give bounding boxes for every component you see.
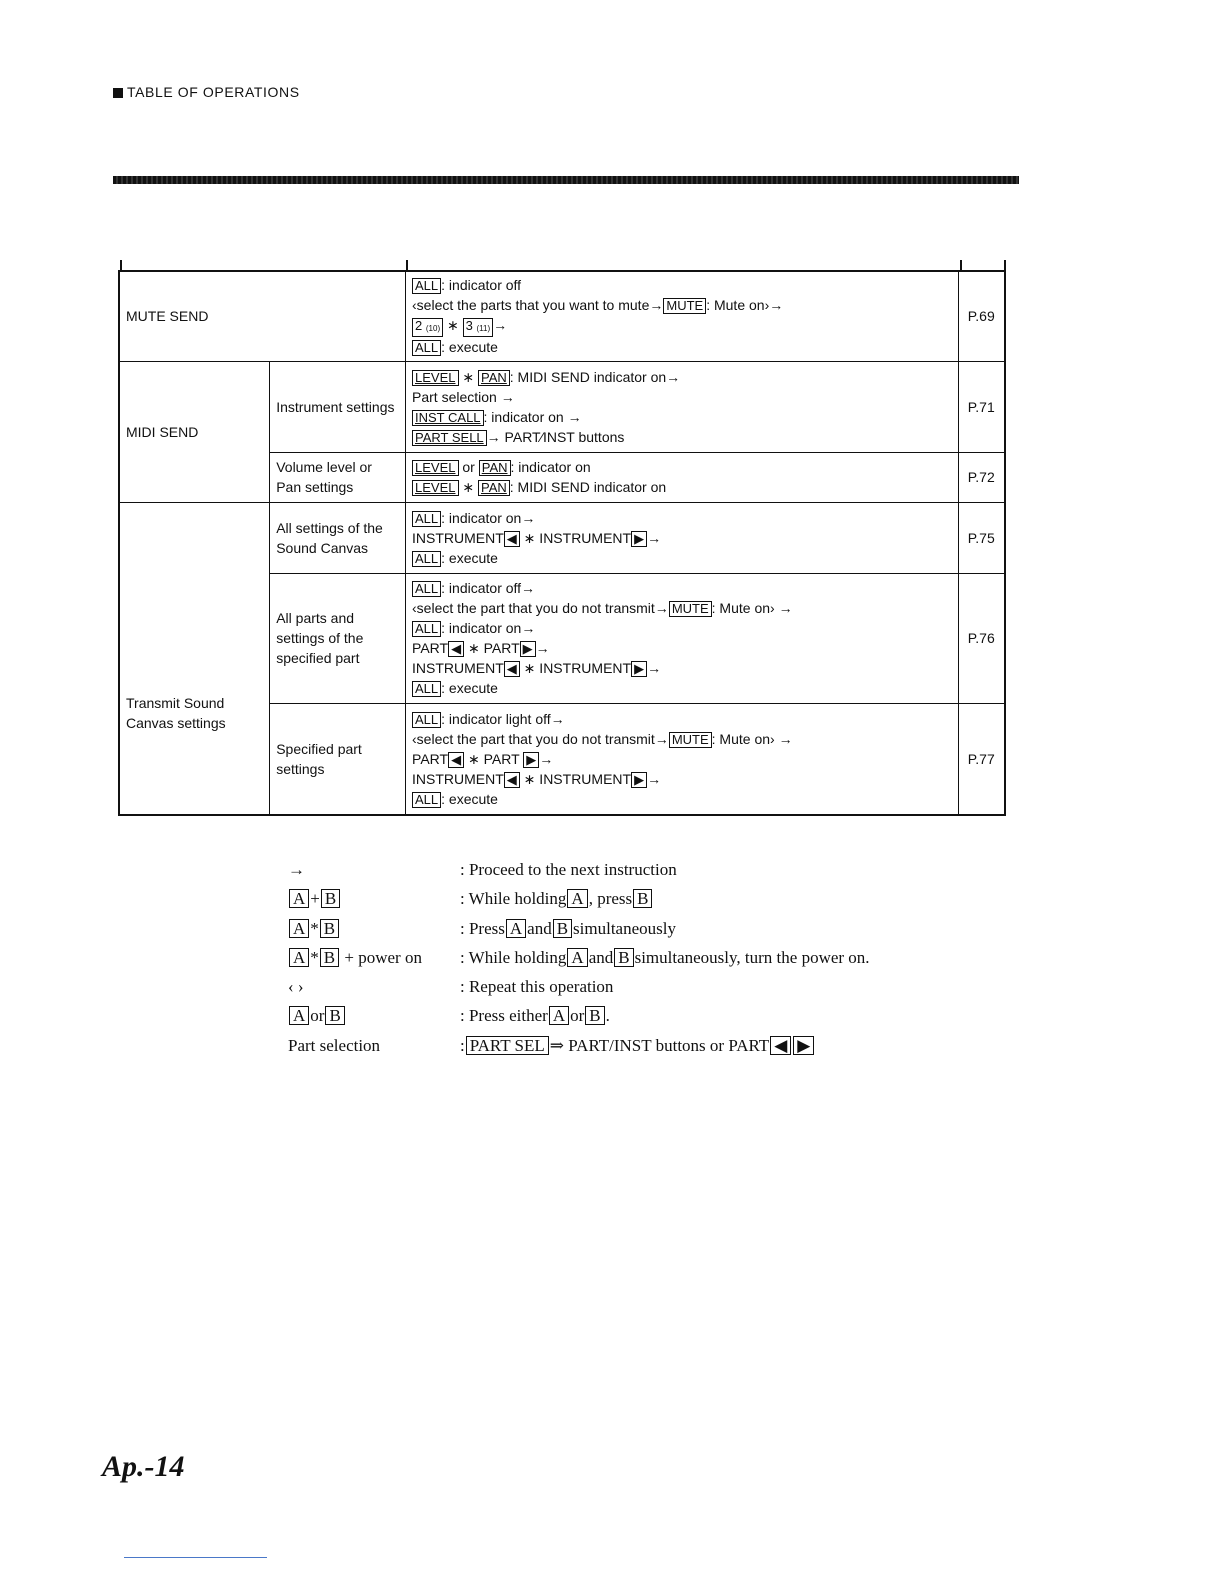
op-text: : execute	[441, 549, 498, 566]
key-box: A	[289, 1006, 309, 1025]
legend-symbol	[288, 1006, 346, 1026]
legend-description: : Repeat this operation	[460, 977, 614, 997]
function-label: Transmit Sound Canvas settings	[119, 502, 270, 815]
op-text: : Mute on›→	[706, 297, 784, 314]
key-label: ALL	[412, 621, 441, 637]
legend-op: or	[310, 1006, 325, 1026]
op-text: ∗ INSTRUMENT	[519, 529, 632, 546]
op-text: INSTRUMENT	[412, 660, 504, 676]
page-ref: P.76	[958, 573, 1005, 703]
table-row	[119, 502, 1005, 573]
legend-op: + power on	[344, 947, 422, 967]
key-label: ALL	[412, 681, 441, 697]
op-text: ∗	[443, 317, 463, 334]
key-box: A	[289, 889, 309, 908]
key-box: B	[614, 948, 633, 967]
function-label: MIDI SEND	[119, 361, 270, 502]
op-text: ∗ PART	[464, 640, 520, 656]
legend-op: +	[310, 889, 320, 909]
key-label: ALL	[412, 511, 441, 527]
key-label: MUTE	[669, 732, 712, 748]
legend-text: : While holding	[460, 947, 567, 967]
legend-description: : Proceed to the next instruction	[460, 860, 677, 879]
key-box: A	[549, 1006, 569, 1025]
legend-op: *	[310, 918, 319, 938]
op-text: : execute	[441, 680, 498, 696]
op-text: : indicator on →	[483, 408, 582, 425]
left-arrow-key-icon: ◀	[504, 772, 520, 788]
legend-text: simultaneously, turn the power on.	[634, 947, 870, 967]
op-text: →	[535, 640, 550, 656]
legend-op: *	[310, 947, 319, 967]
legend-text: or	[570, 1006, 585, 1026]
key-box: PART SEL	[466, 1036, 549, 1055]
operation-cell	[406, 573, 958, 703]
operation-cell	[406, 452, 958, 502]
arrow-icon: →	[288, 860, 305, 879]
left-arrow-key-icon: ◀	[504, 531, 520, 547]
right-arrow-key-icon: ▶	[523, 752, 539, 768]
key-label: ALL	[412, 278, 441, 294]
operation-cell	[406, 271, 958, 361]
key-box: B	[320, 919, 339, 938]
legend-text: : Press	[460, 918, 505, 938]
op-text: PART	[412, 640, 449, 656]
operation-cell	[406, 703, 958, 815]
op-text: →	[539, 750, 554, 767]
legend-symbol	[288, 919, 340, 939]
op-text: ‹select the parts that you want to mute→	[412, 297, 664, 314]
legend-item	[288, 977, 988, 1006]
op-text: INSTRUMENT	[412, 529, 504, 546]
key-box: B	[325, 1006, 344, 1025]
page-ref: P.77	[958, 703, 1005, 815]
legend-text: : Press either	[460, 1006, 548, 1026]
left-arrow-key-icon: ◀	[448, 752, 464, 768]
legend-text: : While holding	[460, 889, 567, 909]
op-text: PART	[412, 750, 449, 767]
key-label: ALL	[412, 581, 441, 597]
key-box: B	[633, 889, 652, 908]
key-label: PAN	[478, 480, 510, 496]
table-row	[119, 361, 1005, 452]
footer-rule	[124, 1557, 267, 1558]
legend-text: .	[605, 1006, 610, 1026]
legend-item	[288, 889, 988, 918]
sub-function-label: Instrument settings	[270, 361, 406, 452]
key-label: PAN	[479, 460, 511, 476]
operations-table	[118, 270, 1006, 816]
sub-function-label: Specified part settings	[270, 703, 406, 815]
legend-item	[288, 1006, 988, 1035]
symbol-legend	[288, 860, 988, 1065]
operation-cell	[406, 502, 958, 573]
key-box: B	[585, 1006, 604, 1025]
key-label: LEVEL	[412, 480, 458, 496]
op-text: ∗ INSTRUMENT	[519, 770, 632, 787]
left-arrow-key-icon: ◀	[770, 1036, 791, 1055]
repeat-brackets-icon: ‹ ›	[288, 977, 304, 997]
op-text: →	[647, 770, 662, 787]
key-label	[463, 318, 494, 337]
op-text: : indicator off	[441, 277, 522, 294]
square-bullet-icon	[113, 88, 123, 98]
key-label: LEVEL	[412, 370, 458, 386]
right-arrow-key-icon: ▶	[631, 661, 647, 677]
op-text: : execute	[441, 790, 498, 807]
legend-text: , press	[588, 889, 633, 909]
legend-description	[460, 1036, 815, 1056]
legend-text: and	[588, 947, 614, 967]
legend-item	[288, 860, 988, 889]
legend-symbol: Part selection	[288, 1035, 381, 1055]
key-box: A	[506, 919, 526, 938]
left-arrow-key-icon: ◀	[504, 661, 520, 677]
page-ref: P.71	[958, 361, 1005, 452]
key-label: ALL	[412, 340, 441, 356]
key-label: INST CALL	[412, 410, 484, 426]
page-ref: P.75	[958, 502, 1005, 573]
op-text: : indicator light off→	[441, 710, 565, 727]
legend-item	[288, 1036, 988, 1065]
key-label: LEVEL	[412, 460, 458, 476]
op-text: : Mute on› →	[711, 730, 793, 747]
legend-text: :	[460, 1035, 465, 1055]
op-text: or	[458, 459, 479, 475]
op-text: ∗ PART	[464, 750, 524, 767]
key-label	[412, 318, 443, 337]
legend-item	[288, 919, 988, 948]
key-box: B	[321, 889, 340, 908]
page-ref: P.72	[958, 452, 1005, 502]
key-label: PAN	[478, 370, 510, 386]
sub-function-label: All parts and settings of the specified part	[270, 573, 406, 703]
header-rule	[113, 176, 1019, 184]
op-text: →	[493, 317, 508, 334]
key-box: A	[289, 948, 309, 967]
function-label: MUTE SEND	[119, 271, 406, 361]
op-text: →	[647, 529, 662, 546]
right-arrow-key-icon: ▶	[631, 772, 647, 788]
op-text: ‹select the part that you do not transmit→	[412, 600, 669, 616]
op-text: : MIDI SEND indicator on→	[509, 368, 681, 385]
legend-description	[460, 1006, 610, 1026]
page-number: Ap.-14	[102, 1450, 185, 1483]
op-text: INSTRUMENT	[412, 770, 504, 787]
right-arrow-key-icon: ▶	[520, 641, 536, 657]
op-text: ∗	[458, 368, 479, 385]
op-text: Part selection →	[412, 388, 515, 405]
key-box: A	[567, 948, 587, 967]
right-arrow-key-icon: ▶	[631, 531, 647, 547]
op-text: : Mute on› →	[711, 600, 793, 616]
legend-text: and	[527, 918, 552, 938]
op-text: : indicator off→	[441, 580, 536, 596]
legend-symbol	[288, 889, 341, 909]
key-label: ALL	[412, 792, 441, 808]
op-text: ∗	[458, 479, 479, 495]
sub-function-label: Volume level or Pan settings	[270, 452, 406, 502]
section-title: TABLE OF OPERATIONS	[127, 84, 300, 100]
legend-description	[460, 948, 870, 968]
right-arrow-key-icon: ▶	[793, 1036, 814, 1055]
op-text: : indicator on→	[441, 509, 536, 526]
key-subscript: (11)	[476, 324, 491, 334]
legend-description	[460, 919, 676, 939]
legend-text: simultaneously	[573, 918, 676, 938]
op-text: ∗ INSTRUMENT	[519, 660, 632, 676]
operation-cell	[406, 361, 958, 452]
key-box: A	[289, 919, 309, 938]
legend-symbol	[288, 948, 422, 968]
key-text: 2	[415, 318, 423, 334]
key-label: ALL	[412, 712, 441, 728]
op-text: : indicator on→	[441, 620, 536, 636]
op-text: → PART∕INST buttons	[486, 428, 625, 445]
legend-text: ⇒ PART/INST buttons or PART	[549, 1035, 770, 1055]
key-label: PART SELL	[412, 430, 487, 446]
sub-function-label: All settings of the Sound Canvas	[270, 502, 406, 573]
key-label: MUTE	[669, 601, 712, 617]
op-text: : MIDI SEND indicator on	[509, 479, 667, 495]
key-text: 3	[465, 318, 473, 334]
op-text: ‹select the part that you do not transmit→	[412, 730, 669, 747]
key-box: A	[567, 889, 587, 908]
op-text: : indicator on	[510, 459, 591, 475]
table-row	[119, 271, 1005, 361]
op-text: →	[647, 660, 662, 676]
page-ref: P.69	[958, 271, 1005, 361]
legend-item	[288, 948, 988, 977]
key-box: B	[320, 948, 339, 967]
op-text: : execute	[441, 339, 498, 356]
left-arrow-key-icon: ◀	[448, 641, 464, 657]
section-header	[113, 84, 300, 100]
legend-description	[460, 889, 653, 909]
key-subscript: (10)	[425, 324, 441, 334]
key-label: MUTE	[663, 298, 706, 314]
key-label: ALL	[412, 551, 441, 567]
key-box: B	[553, 919, 572, 938]
